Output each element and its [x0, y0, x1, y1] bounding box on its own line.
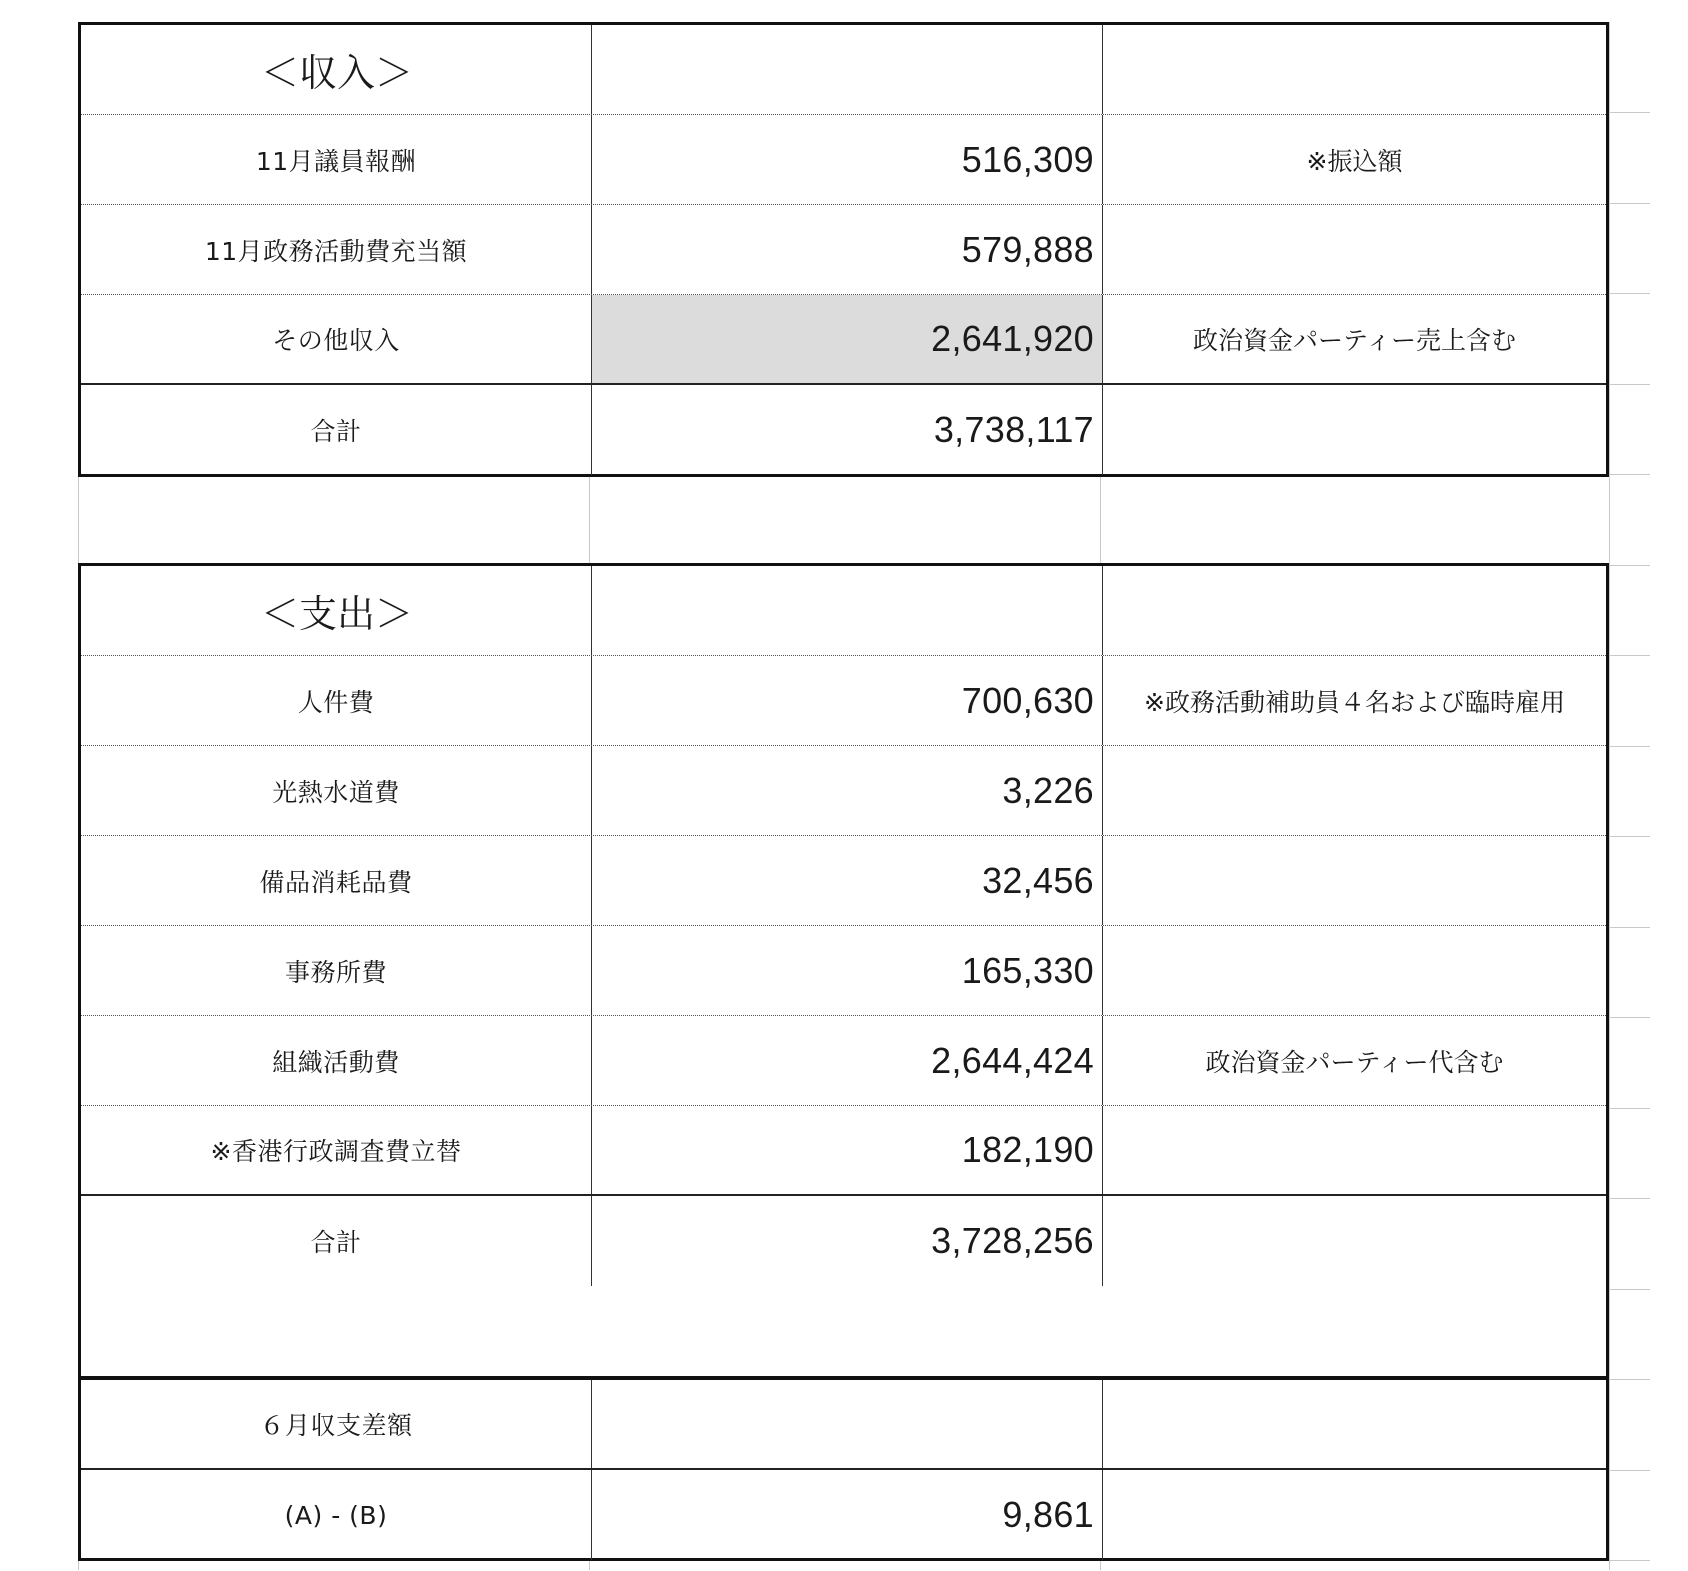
- expense-amount[interactable]: 700,630: [592, 656, 1103, 745]
- empty-cell[interactable]: [592, 25, 1103, 114]
- expense-note[interactable]: [1103, 746, 1606, 835]
- expense-amount[interactable]: 165,330: [592, 926, 1103, 1015]
- empty-cell[interactable]: [1103, 25, 1606, 114]
- expense-label[interactable]: 事務所費: [81, 926, 592, 1015]
- expense-label[interactable]: 人件費: [81, 656, 592, 745]
- income-amount-shaded[interactable]: 2,641,920: [592, 295, 1103, 383]
- income-label[interactable]: 11月政務活動費充当額: [81, 205, 592, 294]
- balance-formula-label[interactable]: (A) - (B): [81, 1470, 592, 1560]
- balance-amount[interactable]: 9,861: [592, 1470, 1103, 1560]
- income-note[interactable]: ※振込額: [1306, 146, 1403, 176]
- empty-cell[interactable]: [1103, 566, 1606, 655]
- income-amount[interactable]: 516,309: [592, 115, 1103, 204]
- expense-label[interactable]: 備品消耗品費: [81, 836, 592, 925]
- expense-note[interactable]: [1103, 1106, 1606, 1194]
- expense-amount[interactable]: 3,226: [592, 746, 1103, 835]
- income-note[interactable]: [1103, 205, 1606, 294]
- expenses-table: [78, 563, 1609, 1379]
- balance-title[interactable]: ６月収支差額: [81, 1380, 592, 1468]
- income-total-amount[interactable]: 3,738,117: [592, 385, 1103, 475]
- expense-row: [81, 746, 1606, 836]
- expense-row: [81, 836, 1606, 926]
- expense-amount[interactable]: 32,456: [592, 836, 1103, 925]
- income-row: [81, 115, 1606, 205]
- expenses-header-row: [81, 566, 1606, 656]
- expense-note[interactable]: [1103, 836, 1606, 925]
- expenses-total-label[interactable]: 合計: [81, 1196, 592, 1286]
- empty-cell[interactable]: [592, 1380, 1103, 1468]
- income-label[interactable]: 11月議員報酬: [81, 115, 592, 204]
- expenses-title: ＜支出＞: [81, 566, 592, 655]
- income-header-row: [81, 25, 1606, 115]
- empty-cell[interactable]: [1103, 1470, 1606, 1560]
- balance-header-row: [81, 1380, 1606, 1470]
- income-total-label[interactable]: 合計: [81, 385, 592, 475]
- expense-amount[interactable]: 182,190: [592, 1106, 1103, 1194]
- empty-cell[interactable]: [1103, 1196, 1606, 1286]
- gridline-col-d: [1609, 22, 1610, 1570]
- expense-note[interactable]: 政治資金パーティー代含む: [1205, 1047, 1504, 1077]
- empty-cell[interactable]: [592, 566, 1103, 655]
- income-title: ＜収入＞: [81, 25, 592, 114]
- empty-cell[interactable]: [1103, 1380, 1606, 1468]
- expense-row: [81, 1016, 1606, 1106]
- expense-label[interactable]: 組織活動費: [81, 1016, 592, 1105]
- expense-note[interactable]: ※政務活動補助員４名および臨時雇用: [1144, 687, 1565, 717]
- expenses-total-row: [81, 1196, 1606, 1286]
- income-row: [81, 205, 1606, 295]
- expense-amount[interactable]: 2,644,424: [592, 1016, 1103, 1105]
- income-label[interactable]: その他収入: [81, 295, 592, 383]
- income-table: [78, 22, 1609, 477]
- expenses-total-amount[interactable]: 3,728,256: [592, 1196, 1103, 1286]
- empty-cell[interactable]: [1103, 385, 1606, 475]
- expense-row: [81, 656, 1606, 746]
- balance-table: [78, 1377, 1609, 1561]
- expense-label[interactable]: 光熱水道費: [81, 746, 592, 835]
- income-note[interactable]: 政治資金パーティー売上含む: [1192, 326, 1516, 355]
- income-amount[interactable]: 579,888: [592, 205, 1103, 294]
- balance-row: [81, 1470, 1606, 1560]
- expense-row: [81, 926, 1606, 1016]
- expense-row: [81, 1106, 1606, 1196]
- income-row: [81, 295, 1606, 385]
- expense-note[interactable]: [1103, 926, 1606, 1015]
- expense-label[interactable]: ※香港行政調査費立替: [81, 1106, 592, 1194]
- income-total-row: [81, 385, 1606, 475]
